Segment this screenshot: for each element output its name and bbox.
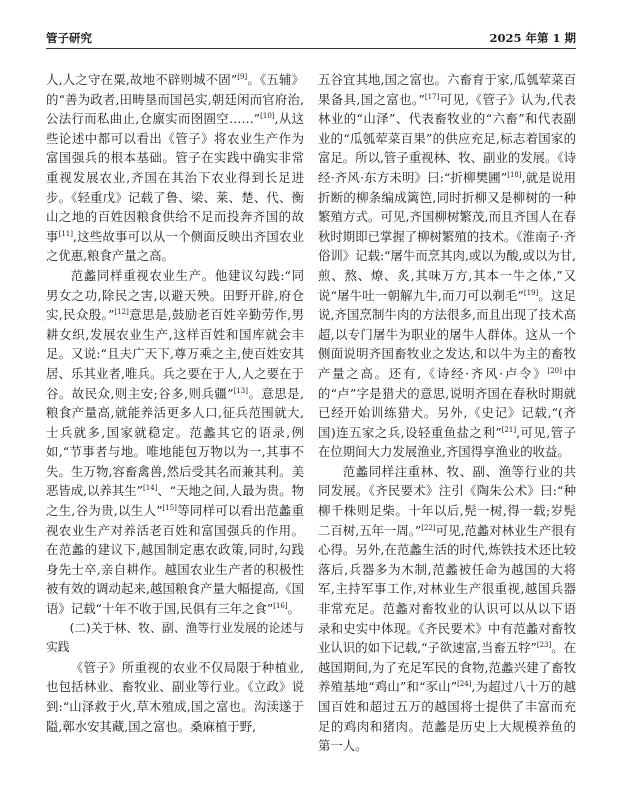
text-run: 五谷宜其地,国之富也。六畜育于家,瓜瓠荤菜百果备具,国之富也。”: [318, 72, 576, 107]
text-run: ,从这些论述中都可以看出《管子》将农业生产作为富国强兵的根本基础。管子在实践中确实非常重视发展农业,齐国在其治下农业得到长足进步。《轻重戊》记载了鲁、梁、莱、楚、代、衡山之地的百姓因粮食供给不足而投奔齐国的故事: [46, 111, 304, 244]
paragraph: [318, 462, 576, 756]
text-run: 意思是,鼓励老百姓辛勤劳作,男耕女织,发展农业生产,这样百姓和国库就会丰足。又说:“且夫广天下,尊万乘之主,使百姓安其居、乐其业者,唯兵。兵之要在于人,人之要在于谷。故民众,则主安;谷多,则兵疆”: [46, 307, 304, 401]
paragraph: [46, 70, 304, 266]
text-run: 可见,《管子》认为,代表林业的“山泽”、代表畜牧业的“六畜”和代表副业的“瓜瓠荤菜百果”的供应充足,标志着国家的富足。所以,管子重视林、牧、副业的发展。《诗经·齐风·东方未明》曰:“折柳樊圃”: [318, 91, 576, 185]
right-column: [318, 70, 576, 756]
text-run: 范蠡同样注重林、牧、副、渔等行业的共同发展。《齐民要术》注引《陶朱公术》曰:“种柳千株则足柴。十年以后,髡一树,得一载;岁髡二百树,五年一周。”: [318, 463, 576, 538]
text-run: (二)关于林、牧、副、渔等行业发展的论述与实践: [46, 620, 304, 655]
left-column: [46, 70, 304, 736]
text-run: 。: [287, 601, 301, 617]
journal-name: 管子研究: [46, 31, 92, 45]
citation-ref: [17]: [424, 92, 440, 101]
citation-ref: [18]: [507, 170, 522, 179]
paragraph: [318, 70, 576, 462]
section-subheading: [46, 619, 304, 658]
citation-ref: [16]: [273, 601, 288, 610]
text-run: 可见,范蠡对林业生产很有心得。另外,在范蠡生活的时代,炼铁技术还比较落后,兵器多为木制,范蠡被任命为越国的大将军,主持军事工作,对林业生产很重视,越国兵器非常充足。范蠡对畜牧业的认识可以从以下语录和史实中体现。《齐民要术》中有范蠡对畜牧业认识的如下记载,“子欲速富,当畜五牸”: [318, 522, 576, 656]
text-run: 中的“卢”字是猎犬的意思,说明齐国在春秋时期就已经开始训练猎犬。另外,《史记》记载,“(齐国)连五家之兵,设轻重鱼盐之利”: [318, 365, 576, 440]
citation-ref: [13]: [233, 386, 248, 395]
text-run: 等同样可以看出范蠡重视农业生产对养活老百姓和富国强兵的作用。在范蠡的建议下,越国制定惠农政策,同时,勾践身先士卒,亲自耕作。越国农业生产者的积极性被有效的调动起来,越国粮食产量大幅提高,《国语》记载“十年不收于国,民俱有三年之食”: [46, 503, 304, 617]
citation-ref: [14]: [143, 484, 158, 493]
citation-ref: [22]: [421, 523, 436, 532]
text-run: 。这足说,齐国烹制牛肉的方法很多,而且出现了技术高超,以专门屠牛为职业的屠牛人群体。这从一个侧面说明齐国畜牧业之发达,和以牛为主的畜牧产量之高。还有,《诗经·齐风·卢令》: [318, 287, 577, 381]
text-run: ,为超过八十万的越国百姓和超过五万的越国将士提供了丰富而充足的鸡肉和猪肉。范蠡是历史上大规模养鱼的第一人。: [318, 679, 576, 754]
text-run: ,就是说用折断的柳条编成篱笆,同时折柳又是柳树的一种繁殖方式。可见,齐国柳树繁茂,而且齐国人在春秋时期即已掌握了柳树繁殖的技术。《淮南子·齐俗训》记载:“屠牛而烹其肉,或以为酸,或以为甘,煎、熬、燎、炙,其味万方,其本一牛之体,”又说“屠牛吐一朝解九牛,而刀可以剃毛”: [318, 169, 576, 303]
issue-number: 2025 年第 1 期: [489, 31, 576, 45]
text-run: ,可见,管子在位期间大力发展渔业,齐国得享渔业的收益。: [318, 424, 576, 460]
text-run: 。意思是,粮食产量高,就能养活更多人口,征兵范围就大,士兵就多,国家就稳定。范蠡其它的语录,例如,“节事者与地。唯地能包万物以为一,其事不失。生万物,容畜禽兽,然后受其名而兼其利。美恶皆成,以养其生”: [46, 385, 304, 499]
paragraph: [46, 266, 304, 619]
text-run: ,这些故事可以从一个侧面反映出齐国农业之优惠,粮食产量之高。: [46, 228, 304, 264]
citation-ref: [15]: [162, 503, 177, 512]
text-run: 《管子》所重视的农业不仅局限于种植业,也包括林业、畜牧业、副业等行业。《立政》说到:“山泽救于火,草木殖成,国之富也。沟渎遂于隘,鄣水安其藏,国之富也。桑麻植于野,: [46, 659, 304, 734]
text-run: 、“天地之间,人最为贵。物之生,谷为贵,以生人”: [46, 483, 304, 519]
citation-ref: [12]: [114, 308, 129, 316]
paragraph: [46, 658, 304, 736]
text-run: 。在越国期间,为了充足军民的食物,范蠡兴建了畜牧养殖基地“鸡山”和“豕山”: [318, 640, 577, 695]
citation-ref: [9]: [237, 72, 248, 81]
citation-ref: [11]: [58, 229, 73, 238]
citation-ref: [10]: [260, 112, 275, 121]
running-header: [46, 28, 576, 49]
citation-ref: [20]: [547, 366, 562, 375]
citation-ref: [24]: [457, 680, 472, 689]
citation-ref: [21]: [501, 425, 517, 434]
text-run: 范蠡同样重视农业生产。他建议勾践:“同男女之功,除民之害,以避天殃。田野开辟,府仓实,民众殷。”: [46, 267, 304, 323]
citation-ref: [19]: [523, 288, 539, 297]
citation-ref: [23]: [536, 641, 552, 650]
text-run: 人,人之守在粟,故地不辟则城不固”: [46, 72, 238, 87]
text-run: 。《五辅》的“善为政者,田畴垦而国邑实,朝廷闲而官府治,公法行而私曲止,仓廪实而囹圄空……”: [46, 72, 304, 127]
